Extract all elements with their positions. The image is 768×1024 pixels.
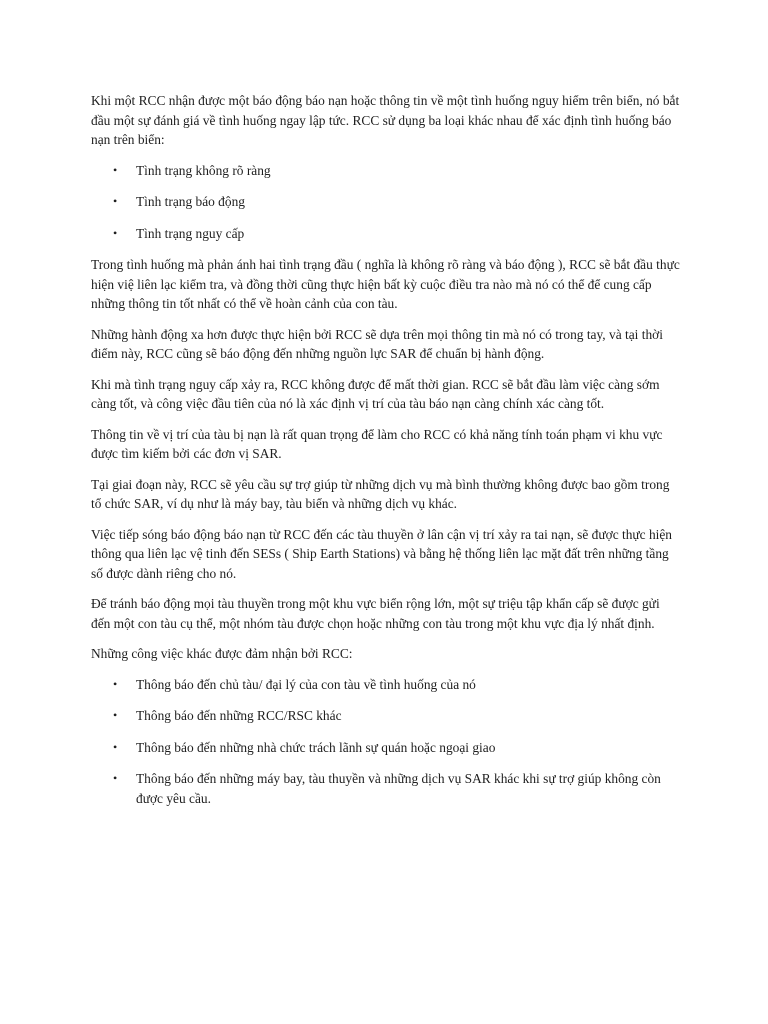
list-item-text: Tình trạng báo động xyxy=(136,194,245,209)
list-item-text: Tình trạng không rõ ràng xyxy=(136,162,271,178)
bullet-icon: • xyxy=(113,739,118,754)
list-item xyxy=(91,706,680,726)
list-item xyxy=(91,224,680,244)
paragraph-assistance: Tại giai đoạn này, RCC sẽ yêu cầu sự trợ giúp từ những dịch vụ mà bình thường không được bao gồm trong tổ chức SAR, ví dụ như là máy bay, tàu biển và những dịch vụ khác. xyxy=(91,476,670,511)
paragraph-further-actions: Những hành động xa hơn được thực hiện bởi RCC sẽ dựa trên mọi thông tin mà nó có trong tay, và tại thời điểm này, RCC cũng sẽ báo động đến những nguồn lực SAR để chuẩn bị hành động. xyxy=(91,326,663,361)
paragraph-first-two-states: Trong tình huống mà phản ánh hai tình trạng đầu ( nghĩa là không rõ ràng và báo động ), RCC sẽ bắt đầu thực hiện việ liên lạc kiểm tra, và đồng thời cũng thực hiện bất kỳ cuộc điều tra nào mà nó có thể để cung cấp những thông tin tốt nhất có thể về hoàn cảnh của con tàu. xyxy=(91,257,680,311)
paragraph-emergency-call: Để tránh báo động mọi tàu thuyền trong một khu vực biển rộng lớn, một sự triệu tập khẩn cấp sẽ được gửi đến một con tàu cụ thể, một nhóm tàu được chọn hoặc những con tàu trong một khu vực địa lý nhất định. xyxy=(91,596,660,631)
status-types-list xyxy=(91,161,680,244)
bullet-icon: • xyxy=(113,194,118,208)
list-item-text: Thông báo đến những nhà chức trách lãnh sự quán hoặc ngoại giao xyxy=(136,739,496,755)
bullet-icon: • xyxy=(113,771,118,785)
list-item xyxy=(91,738,680,758)
bullet-icon: • xyxy=(113,708,118,722)
paragraph-distress-state: Khi mà tình trạng nguy cấp xảy ra, RCC không được để mất thời gian. RCC sẽ bắt đầu làm việc càng sớm càng tốt, và công việc đầu tiên của nó là xác định vị trí của tàu báo nạn càng chính xác càng tốt. xyxy=(91,376,660,411)
list-item xyxy=(91,675,680,695)
list-item xyxy=(91,192,680,212)
list-item xyxy=(91,161,680,181)
paragraph-other-tasks: Những công việc khác được đảm nhận bởi RCC: xyxy=(91,646,353,661)
paragraph-relay: Việc tiếp sóng báo động báo nạn từ RCC đến các tàu thuyền ở lân cận vị trí xảy ra tai nạn, sẽ được thực hiện thông qua liên lạc vệ tinh đến SESs ( Ship Earth Stations) và bằng hệ thống liên lạc mặt đất trên những tầng số được dành riêng cho nó. xyxy=(91,526,673,581)
bullet-icon: • xyxy=(113,676,118,691)
list-item-text: Thông báo đến những máy bay, tàu thuyền và những dịch vụ SAR khác khi sự trợ giúp không còn được yêu cầu. xyxy=(136,771,661,806)
paragraph-position-info: Thông tin về vị trí của tàu bị nạn là rất quan trọng để làm cho RCC có khả năng tính toán phạm vi khu vực được tìm kiếm bởi các đơn vị SAR. xyxy=(91,426,663,461)
list-item-text: Thông báo đến những RCC/RSC khác xyxy=(136,708,342,723)
paragraph-intro: Khi một RCC nhận được một báo động báo nạn hoặc thông tin về một tình huống nguy hiểm trên biển, nó bắt đầu một sự đánh giá về tình huống ngay lập tức. RCC sử dụng ba loại khác nhau để xác định tình huống báo nạn trên biển: xyxy=(91,93,680,147)
bullet-icon: • xyxy=(113,225,118,240)
list-item xyxy=(91,769,680,808)
other-tasks-list xyxy=(91,675,680,809)
bullet-icon: • xyxy=(113,162,118,177)
list-item-text: Thông báo đến chủ tàu/ đại lý của con tàu về tình huống của nó xyxy=(136,676,476,692)
list-item-text: Tình trạng nguy cấp xyxy=(136,225,245,241)
